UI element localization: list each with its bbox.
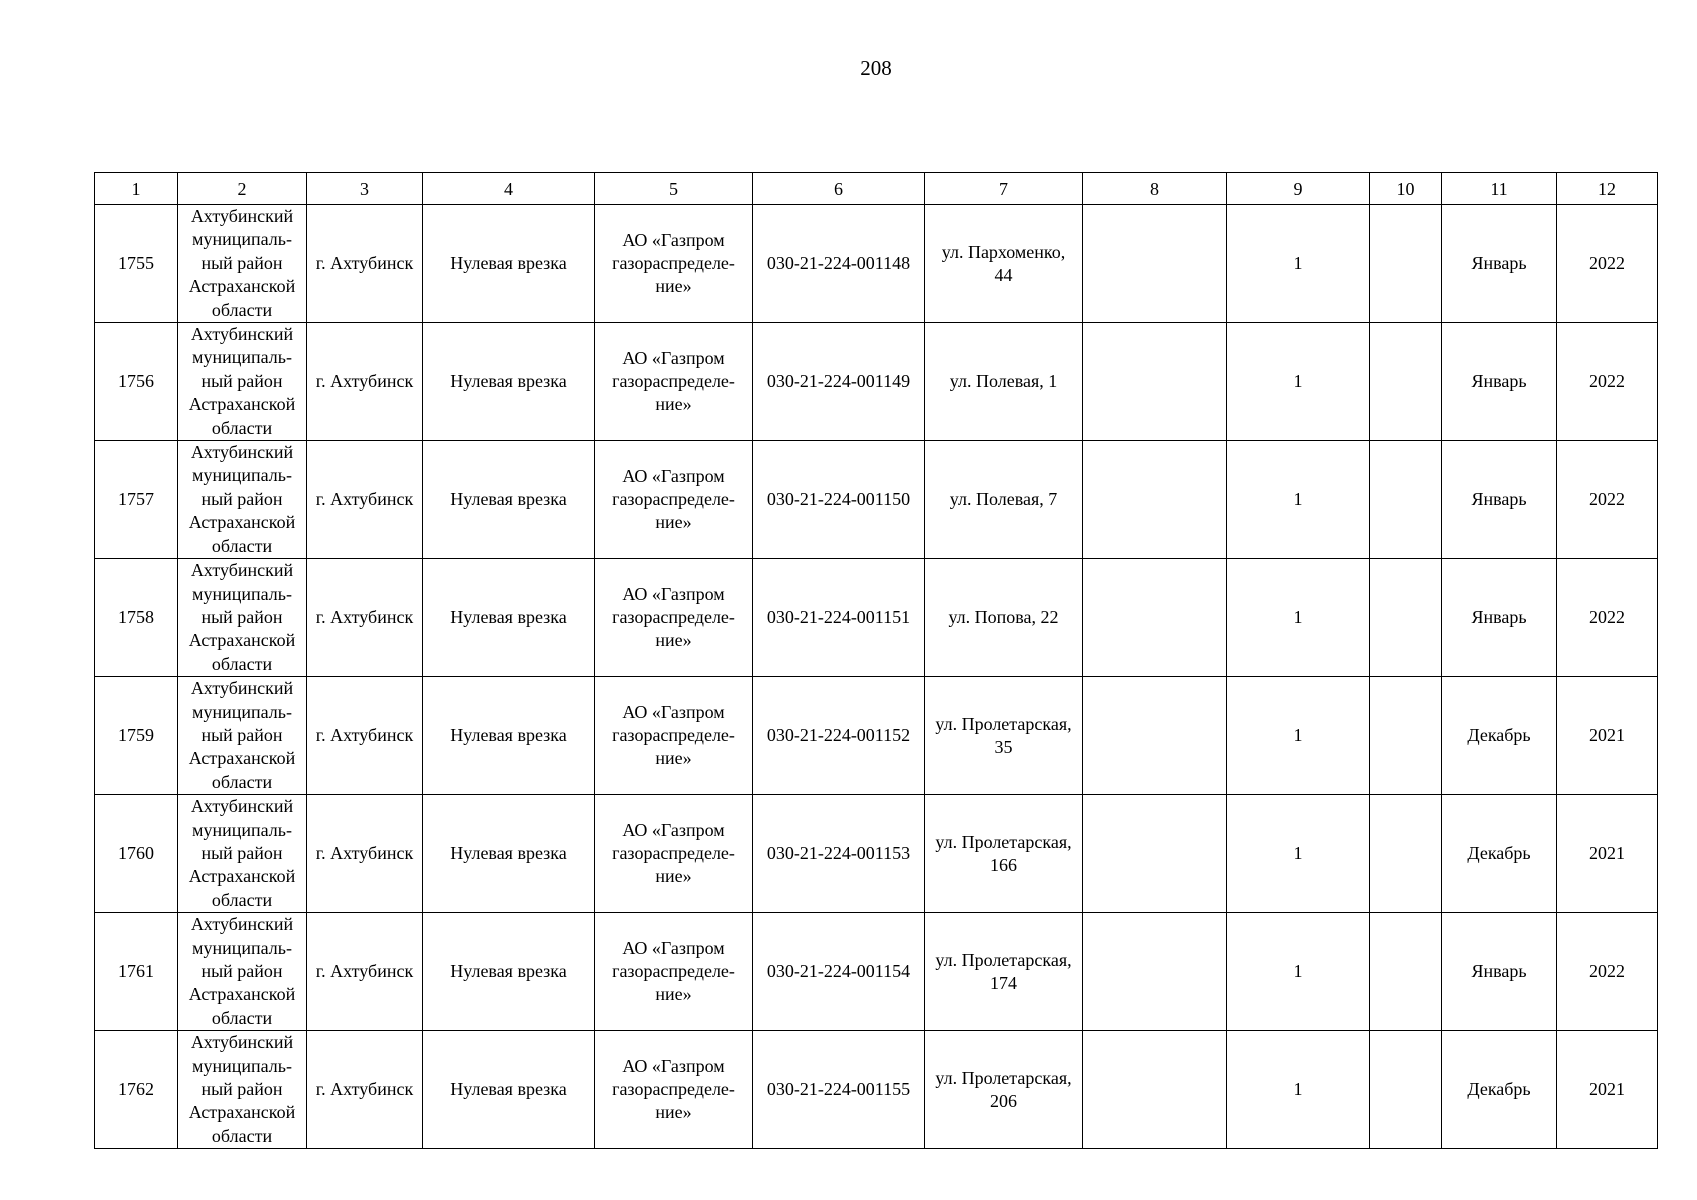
- cell-col10: [1370, 1031, 1442, 1149]
- cell-city: г. Ахтубинск: [307, 323, 423, 441]
- cell-count: 1: [1227, 441, 1370, 559]
- cell-organization: [595, 559, 753, 677]
- table-row: [95, 559, 1658, 677]
- address-text: ул. Пролетарская, 166: [935, 831, 1072, 875]
- cell-type: Нулевая врезка: [423, 795, 595, 913]
- cell-type: Нулевая врезка: [423, 559, 595, 677]
- cell-organization: [595, 677, 753, 795]
- district-text: Ахтубинский муниципаль- ный район Астраханской области: [188, 678, 296, 792]
- cell-code: 030-21-224-001155: [753, 1031, 925, 1149]
- page-number: 208: [860, 56, 892, 80]
- organization-text: АО «Газпром газораспределе- ние»: [612, 820, 735, 887]
- cell-code: 030-21-224-001149: [753, 323, 925, 441]
- cell-address: [925, 677, 1083, 795]
- table-row: [95, 205, 1658, 323]
- address-text: ул. Пархоменко, 44: [941, 241, 1066, 285]
- cell-count: 1: [1227, 913, 1370, 1031]
- cell-organization: [595, 913, 753, 1031]
- table-row: [95, 1031, 1658, 1149]
- district-text: Ахтубинский муниципаль- ный район Астраханской области: [188, 324, 296, 438]
- cell-col8: [1083, 441, 1227, 559]
- cell-col10: [1370, 441, 1442, 559]
- cell-year: 2022: [1557, 441, 1658, 559]
- cell-count: 1: [1227, 323, 1370, 441]
- cell-district: [178, 795, 307, 913]
- address-text: ул. Полевая, 1: [949, 371, 1058, 392]
- cell-city: г. Ахтубинск: [307, 559, 423, 677]
- cell-col10: [1370, 677, 1442, 795]
- cell-month: Январь: [1442, 205, 1557, 323]
- cell-address: [925, 205, 1083, 323]
- cell-code: 030-21-224-001154: [753, 913, 925, 1031]
- cell-address: [925, 913, 1083, 1031]
- cell-type: Нулевая врезка: [423, 323, 595, 441]
- cell-year: 2022: [1557, 913, 1658, 1031]
- cell-code: 030-21-224-001148: [753, 205, 925, 323]
- cell-year: 2022: [1557, 205, 1658, 323]
- cell-type: Нулевая врезка: [423, 677, 595, 795]
- cell-col8: [1083, 677, 1227, 795]
- district-text: Ахтубинский муниципаль- ный район Астраханской области: [188, 560, 296, 674]
- district-text: Ахтубинский муниципаль- ный район Астраханской области: [188, 206, 296, 320]
- cell-district: [178, 677, 307, 795]
- cell-col8: [1083, 205, 1227, 323]
- cell-count: 1: [1227, 559, 1370, 677]
- column-header-8: 8: [1083, 173, 1227, 205]
- district-text: Ахтубинский муниципаль- ный район Астраханской области: [188, 442, 296, 556]
- cell-month: Декабрь: [1442, 677, 1557, 795]
- table-row: [95, 323, 1658, 441]
- cell-month: Декабрь: [1442, 1031, 1557, 1149]
- column-header-1: 1: [95, 173, 178, 205]
- cell-code: 030-21-224-001153: [753, 795, 925, 913]
- cell-month: Декабрь: [1442, 795, 1557, 913]
- organization-text: АО «Газпром газораспределе- ние»: [612, 938, 735, 1005]
- district-text: Ахтубинский муниципаль- ный район Астраханской области: [188, 1032, 296, 1146]
- cell-number: 1761: [95, 913, 178, 1031]
- cell-count: 1: [1227, 1031, 1370, 1149]
- column-header-3: 3: [307, 173, 423, 205]
- cell-address: [925, 559, 1083, 677]
- cell-city: г. Ахтубинск: [307, 795, 423, 913]
- cell-number: 1756: [95, 323, 178, 441]
- cell-col8: [1083, 1031, 1227, 1149]
- cell-col10: [1370, 913, 1442, 1031]
- cell-district: [178, 441, 307, 559]
- organization-text: АО «Газпром газораспределе- ние»: [612, 348, 735, 415]
- table-row: [95, 677, 1658, 795]
- cell-district: [178, 913, 307, 1031]
- organization-text: АО «Газпром газораспределе- ние»: [612, 702, 735, 769]
- cell-number: 1755: [95, 205, 178, 323]
- cell-month: Январь: [1442, 441, 1557, 559]
- address-text: ул. Пролетарская, 35: [935, 713, 1072, 757]
- cell-type: Нулевая врезка: [423, 1031, 595, 1149]
- cell-col10: [1370, 795, 1442, 913]
- cell-organization: [595, 795, 753, 913]
- cell-number: 1758: [95, 559, 178, 677]
- address-text: ул. Пролетарская, 206: [935, 1067, 1072, 1111]
- column-header-2: 2: [178, 173, 307, 205]
- cell-district: [178, 1031, 307, 1149]
- cell-city: г. Ахтубинск: [307, 1031, 423, 1149]
- cell-count: 1: [1227, 795, 1370, 913]
- cell-number: 1759: [95, 677, 178, 795]
- cell-district: [178, 559, 307, 677]
- address-text: ул. Попова, 22: [948, 607, 1059, 628]
- cell-number: 1760: [95, 795, 178, 913]
- cell-address: [925, 441, 1083, 559]
- column-header-4: 4: [423, 173, 595, 205]
- column-header-10: 10: [1370, 173, 1442, 205]
- organization-text: АО «Газпром газораспределе- ние»: [612, 466, 735, 533]
- cell-col8: [1083, 913, 1227, 1031]
- cell-count: 1: [1227, 677, 1370, 795]
- organization-text: АО «Газпром газораспределе- ние»: [612, 1056, 735, 1123]
- cell-number: 1762: [95, 1031, 178, 1149]
- cell-count: 1: [1227, 205, 1370, 323]
- cell-code: 030-21-224-001150: [753, 441, 925, 559]
- column-header-12: 12: [1557, 173, 1658, 205]
- cell-address: [925, 795, 1083, 913]
- cell-organization: [595, 323, 753, 441]
- table-row: [95, 913, 1658, 1031]
- cell-col8: [1083, 559, 1227, 677]
- column-header-9: 9: [1227, 173, 1370, 205]
- cell-organization: [595, 441, 753, 559]
- address-text: ул. Полевая, 7: [949, 489, 1058, 510]
- cell-month: Январь: [1442, 323, 1557, 441]
- organization-text: АО «Газпром газораспределе- ние»: [612, 584, 735, 651]
- district-text: Ахтубинский муниципаль- ный район Астраханской области: [188, 796, 296, 910]
- cell-year: 2022: [1557, 323, 1658, 441]
- cell-city: г. Ахтубинск: [307, 677, 423, 795]
- cell-organization: [595, 1031, 753, 1149]
- address-text: ул. Пролетарская, 174: [935, 949, 1072, 993]
- cell-year: 2021: [1557, 677, 1658, 795]
- cell-year: 2021: [1557, 795, 1658, 913]
- column-header-6: 6: [753, 173, 925, 205]
- district-text: Ахтубинский муниципаль- ный район Астраханской области: [188, 914, 296, 1028]
- cell-number: 1757: [95, 441, 178, 559]
- table-row: [95, 795, 1658, 913]
- cell-year: 2021: [1557, 1031, 1658, 1149]
- organization-text: АО «Газпром газораспределе- ние»: [612, 230, 735, 297]
- cell-year: 2022: [1557, 559, 1658, 677]
- cell-city: г. Ахтубинск: [307, 441, 423, 559]
- cell-col8: [1083, 795, 1227, 913]
- cell-month: Январь: [1442, 559, 1557, 677]
- cell-col10: [1370, 559, 1442, 677]
- cell-city: г. Ахтубинск: [307, 205, 423, 323]
- table-row: [95, 441, 1658, 559]
- cell-city: г. Ахтубинск: [307, 913, 423, 1031]
- cell-col10: [1370, 323, 1442, 441]
- cell-col10: [1370, 205, 1442, 323]
- cell-address: [925, 1031, 1083, 1149]
- cell-month: Январь: [1442, 913, 1557, 1031]
- column-header-11: 11: [1442, 173, 1557, 205]
- cell-type: Нулевая врезка: [423, 913, 595, 1031]
- column-header-7: 7: [925, 173, 1083, 205]
- cell-district: [178, 205, 307, 323]
- cell-code: 030-21-224-001152: [753, 677, 925, 795]
- cell-district: [178, 323, 307, 441]
- cell-type: Нулевая врезка: [423, 205, 595, 323]
- cell-col8: [1083, 323, 1227, 441]
- cell-type: Нулевая врезка: [423, 441, 595, 559]
- data-table: [94, 172, 1658, 1149]
- cell-organization: [595, 205, 753, 323]
- cell-address: [925, 323, 1083, 441]
- column-header-5: 5: [595, 173, 753, 205]
- cell-code: 030-21-224-001151: [753, 559, 925, 677]
- header-row: [95, 173, 1658, 205]
